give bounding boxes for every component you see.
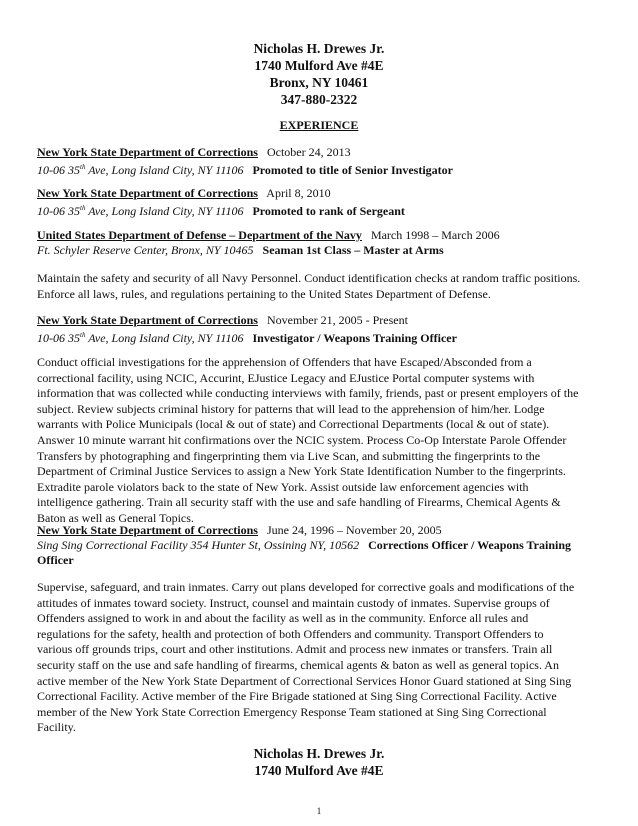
job-dates: October 24, 2013 xyxy=(266,145,351,159)
job-role: Corrections Officer / Weapons Training xyxy=(368,538,572,552)
paragraph-line: Conduct official investigations for the apprehension of Offenders that have Escaped/Absconded from a xyxy=(37,355,532,369)
job-address: 10-06 35th Ave, Long Island City, NY 11106 xyxy=(37,163,244,177)
footer-street: 1740 Mulford Ave #4E xyxy=(254,763,384,778)
paragraph-line: security staff on the use and safe handling of firearms, chemical agents & baton as well as general topics. An xyxy=(37,657,559,672)
paragraph-line: Facility. xyxy=(37,720,76,735)
paragraph-line: Supervise, safeguard, and train inmates. Carry out plans developed for corrective goals and modifications of the xyxy=(37,580,575,594)
job-dates: June 24, 1996 – November 20, 2005 xyxy=(266,523,442,537)
contact-header xyxy=(0,40,638,108)
job-address: Sing Sing Correctional Facility 354 Hunter St, Ossining NY, 10562 xyxy=(37,538,360,552)
paragraph-line: Transfers by photographing and fingerprinting them via Live Scan, and submitting the fingerprints to the xyxy=(37,448,541,463)
job-role: Promoted to title of Senior Investigator xyxy=(252,163,453,177)
paragraph-line: Enforce all laws, rules, and regulations pertaining to the United States Department of Defense. xyxy=(37,286,491,301)
footer-header xyxy=(0,745,638,779)
job-role: Investigator / Weapons Training Officer xyxy=(252,331,457,345)
job-dates: November 21, 2005 - Present xyxy=(266,313,408,327)
job-entry xyxy=(37,523,603,568)
investigator-description xyxy=(37,355,607,527)
job-address: Ft. Schyler Reserve Center, Bronx, NY 10465 xyxy=(37,243,254,257)
paragraph-line: subject. Review subjects criminal history for patterns that will lead to the apprehension of him/her. Lodge xyxy=(37,401,545,416)
street-address: 1740 Mulford Ave #4E xyxy=(254,58,384,73)
phone-number: 347-880-2322 xyxy=(280,92,358,107)
paragraph-line: various off grounds trips, court and other institutions. Admit and process new inmates or transfers. Train all xyxy=(37,642,553,657)
paragraph-line: active member of the New York State Department of Correctional Services Honor Guard stationed at Sing Sing xyxy=(37,673,572,688)
job-organization: New York State Department of Corrections xyxy=(37,186,258,200)
job-role-continued: Officer xyxy=(37,553,74,567)
job-dates: April 8, 2010 xyxy=(266,186,331,200)
paragraph-line: Offenders assigned to work in and about the facility as well as in the community. Enforce all rules and xyxy=(37,611,529,626)
paragraph-line: information that was collected while conducting interviews with family, friends, past or present employers of the xyxy=(37,386,579,401)
job-address: 10-06 35th Ave, Long Island City, NY 11106 xyxy=(37,204,244,218)
section-title-experience: EXPERIENCE xyxy=(279,118,359,132)
job-organization: New York State Department of Corrections xyxy=(37,313,258,327)
job-entry xyxy=(37,186,603,219)
paragraph-line: member of the New York State Correction Emergency Response Team stationed at Sing Sing Correctional xyxy=(37,704,547,719)
job-entry xyxy=(37,145,603,178)
paragraph-line: regulations for the safety, health and protection of both Offenders and community. Transport Offenders to xyxy=(37,626,544,641)
job-role: Promoted to rank of Sergeant xyxy=(252,204,405,218)
job-dates: March 1998 – March 2006 xyxy=(370,228,500,242)
page-number: 1 xyxy=(316,806,322,816)
paragraph-line: attitudes of inmates toward society. Instruct, counsel and maintain custody of inmates. Supervise groups of xyxy=(37,595,550,610)
job-organization: United States Department of Defense – Department of the Navy xyxy=(37,228,362,242)
city-state-zip: Bronx, NY 10461 xyxy=(269,75,369,90)
job-address: 10-06 35th Ave, Long Island City, NY 11106 xyxy=(37,331,244,345)
job-entry xyxy=(37,313,603,346)
paragraph-line: Maintain the safety and security of all Navy Personnel. Conduct identification checks at random traffic positions. xyxy=(37,271,581,285)
paragraph-line: Department of Criminal Justice Services to assign a New York State Identification Number to the fingerprints. xyxy=(37,464,566,479)
paragraph-line: Answer 10 minute warrant hit confirmations over the NCIC system. Process Co-Op Interstate Parole Offender xyxy=(37,432,567,447)
job-organization: New York State Department of Corrections xyxy=(37,145,258,159)
paragraph-line: Correctional Facility. Active member of the Fire Brigade stationed at Sing Sing Correctional Facility. Active xyxy=(37,689,557,704)
paragraph-line: Extradite parole violators back to the state of New York. Assist outside law enforcement agencies with xyxy=(37,479,529,494)
navy-description xyxy=(37,271,607,302)
job-entry xyxy=(37,228,603,258)
footer-name: Nicholas H. Drewes Jr. xyxy=(253,746,385,761)
paragraph-line: intelligence gathering. Train all security staff with the use and safe handling of Firearms, Chemical Agents & xyxy=(37,495,561,510)
job-organization: New York State Department of Corrections xyxy=(37,523,258,537)
officer-description xyxy=(37,580,607,736)
paragraph-line: Baton as well as General Topics. xyxy=(37,510,194,525)
paragraph-line: correctional facility, using NCIC, Accurint, EJustice Legacy and EJustice Portal computer systems with xyxy=(37,370,535,385)
paragraph-line: warrants with Police Municipals (local & out of state) and Correctional Departments (local & out of state). xyxy=(37,417,550,432)
job-role: Seaman 1st Class – Master at Arms xyxy=(262,243,444,257)
candidate-name: Nicholas H. Drewes Jr. xyxy=(253,41,385,56)
